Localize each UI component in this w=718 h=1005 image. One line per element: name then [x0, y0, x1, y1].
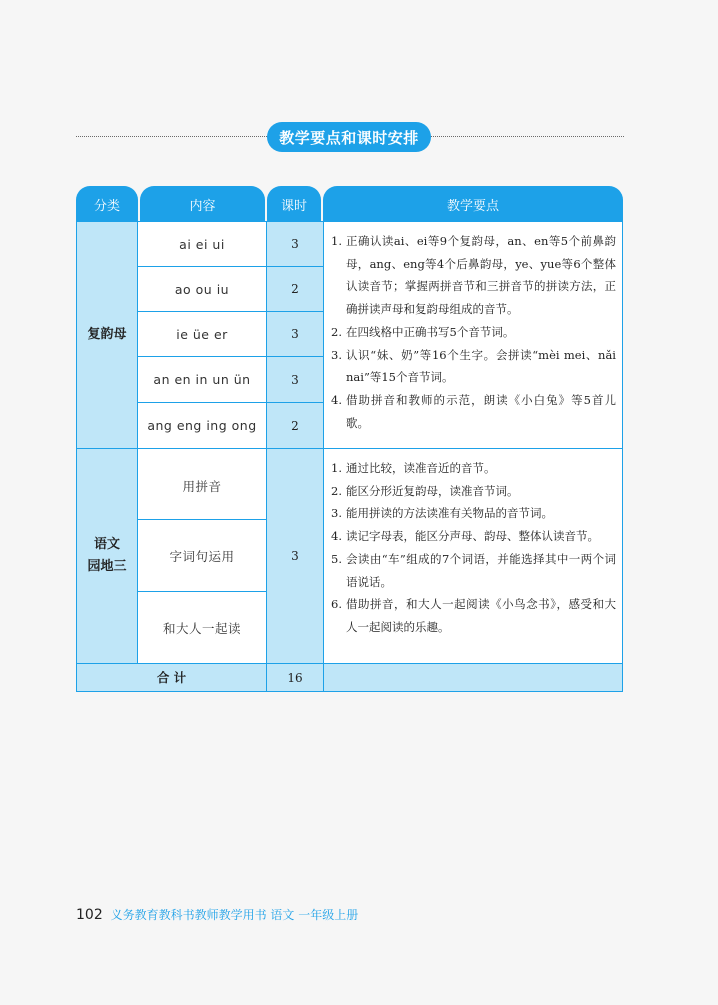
section-title: 教学要点和课时安排 [267, 122, 431, 152]
hours-cell: 3 [267, 449, 324, 664]
key-point: 3. 认识“妹、奶”等16个生字。会拼读“mèi mei、nǎi nai”等15个音节词。 [331, 347, 616, 385]
key-point: 5. 会读由“车”组成的7个词语，并能选择其中一两个词语说话。 [331, 551, 616, 589]
total-empty-cell [324, 664, 622, 691]
page-number: 102 [76, 907, 103, 923]
title-rule-right [428, 136, 624, 137]
key-point: 6. 借助拼音，和大人一起阅读《小鸟念书》，感受和大人一起阅读的乐趣。 [331, 597, 616, 634]
hours-cell: 3 [267, 222, 324, 267]
header-category: 分类 [76, 186, 138, 222]
key-points-cell [324, 222, 622, 449]
total-hours: 16 [267, 664, 324, 691]
content-cell: 字词句运用 [138, 520, 267, 592]
content-cell: ao ou iu [138, 267, 267, 312]
total-label: 合 计 [77, 664, 267, 691]
content-cell: 和大人一起读 [138, 592, 267, 664]
header-key-points: 教学要点 [323, 186, 623, 222]
header-content: 内容 [140, 186, 265, 222]
hours-cell: 3 [267, 312, 324, 357]
key-point: 4. 读记字母表，能区分声母、韵母、整体认读音节。 [331, 529, 599, 544]
hours-cell: 3 [267, 357, 324, 403]
key-point: 1. 正确认读ai、ei等9个复韵母，an、en等5个前鼻韵母，ang、eng等4个后鼻韵母，ye、yue等6个整体认读音节；掌握两拼音节和三拼音节的拼读方法，正确拼读声母和复韵母组成的音节。 [331, 234, 616, 317]
header-hours: 课时 [267, 186, 321, 222]
key-point: 4. 借助拼音和教师的示范，朗读《小白兔》等5首儿歌。 [331, 392, 616, 430]
content-cell: 用拼音 [138, 449, 267, 520]
content-cell: ang eng ing ong [138, 403, 267, 449]
category-line: 语文 [93, 537, 120, 552]
hours-cell: 2 [267, 267, 324, 312]
key-point: 1. 通过比较，读准音近的音节。 [331, 461, 496, 475]
content-cell: ie üe er [138, 312, 267, 357]
lesson-table [76, 221, 623, 692]
page-footer [76, 906, 358, 923]
title-rule-left [76, 136, 271, 137]
category-cell: 复韵母 [77, 222, 138, 449]
hours-cell: 2 [267, 403, 324, 449]
category-line: 园地三 [87, 559, 127, 574]
content-cell: an en in un ün [138, 357, 267, 403]
key-point: 2. 在四线格中正确书写5个音节词。 [331, 324, 515, 339]
key-point: 2. 能区分形近复韵母，读准音节词。 [331, 483, 519, 498]
book-title: 义务教育教科书教师教学用书 语文 一年级上册 [110, 908, 359, 922]
key-points-cell [324, 449, 622, 664]
key-point: 3. 能用拼读的方法读准有关物品的音节词。 [331, 506, 553, 521]
category-cell [77, 449, 138, 664]
content-cell: ai ei ui [138, 222, 267, 267]
